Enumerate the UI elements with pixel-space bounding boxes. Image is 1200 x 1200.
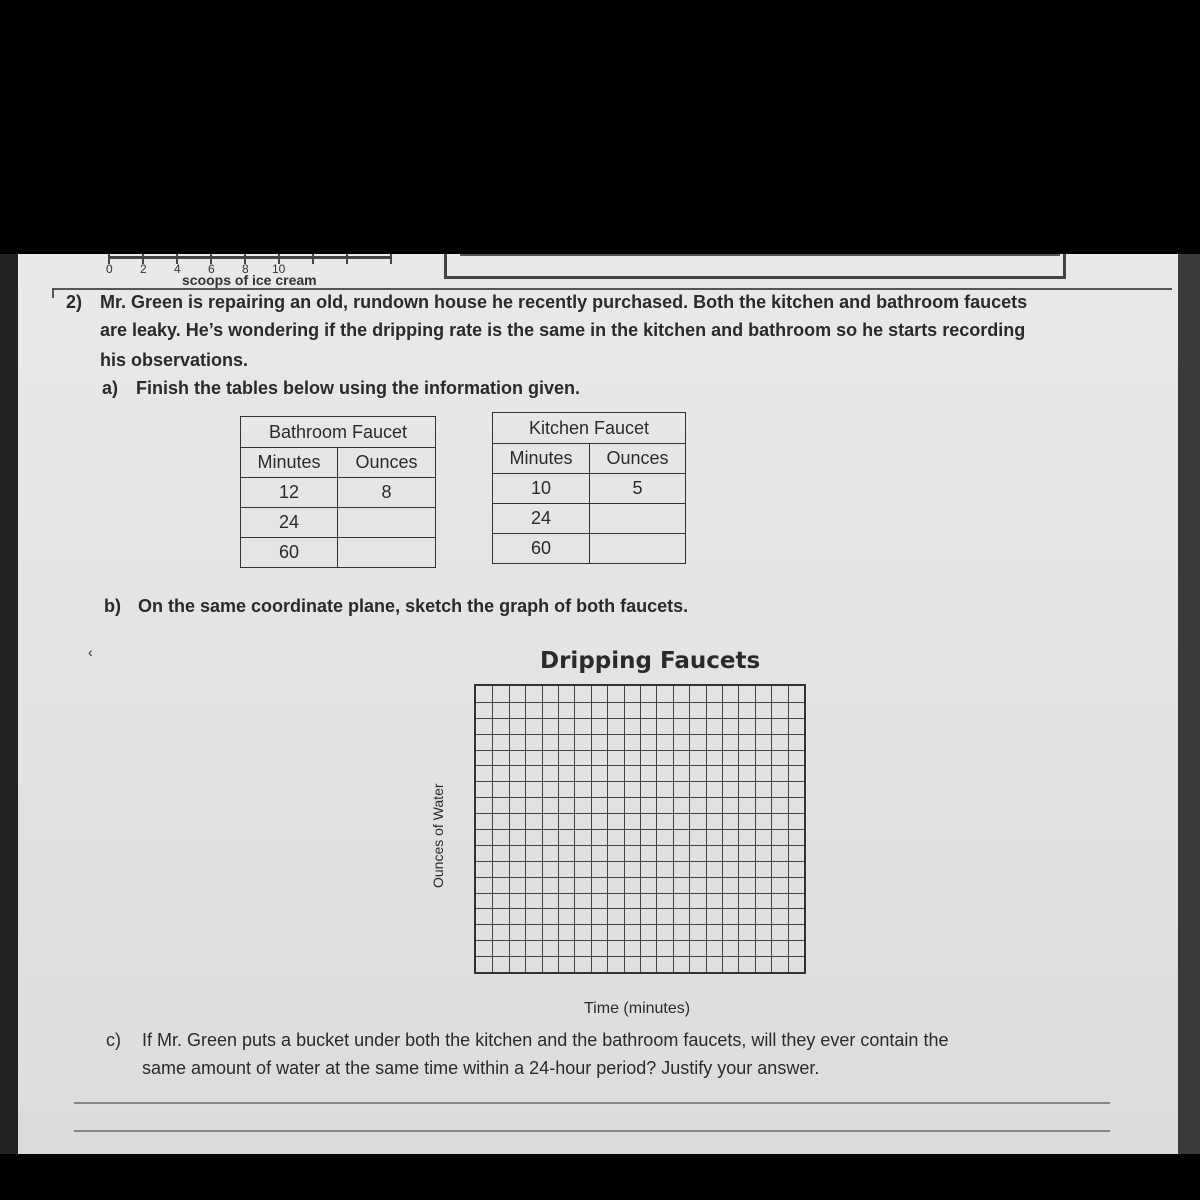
answer-line[interactable] bbox=[74, 1130, 1110, 1132]
grid-line-horizontal bbox=[476, 829, 804, 830]
kitchen-cell-ounces-blank[interactable] bbox=[590, 504, 686, 534]
number-line-number: 6 bbox=[208, 262, 215, 276]
number-line-number: 0 bbox=[106, 262, 113, 276]
kitchen-table-title: Kitchen Faucet bbox=[493, 413, 686, 444]
problem-divider bbox=[52, 288, 1172, 290]
kitchen-cell-minutes: 60 bbox=[493, 534, 590, 564]
grid-line-horizontal bbox=[476, 956, 804, 957]
number-line-remnant bbox=[108, 256, 392, 259]
grid-line-horizontal bbox=[476, 718, 804, 719]
kitchen-cell-ounces: 5 bbox=[590, 474, 686, 504]
kitchen-cell-minutes: 10 bbox=[493, 474, 590, 504]
graph-title: Dripping Faucets bbox=[540, 648, 761, 674]
graph-x-axis-label: Time (minutes) bbox=[584, 1000, 691, 1017]
grid-line-horizontal bbox=[476, 893, 804, 894]
grid-line-horizontal bbox=[476, 861, 804, 862]
bathroom-header-minutes: Minutes bbox=[241, 448, 338, 478]
grid-line-horizontal bbox=[476, 781, 804, 782]
bathroom-faucet-table bbox=[240, 416, 436, 568]
number-line-number: 2 bbox=[140, 262, 147, 276]
grid-line-horizontal bbox=[476, 940, 804, 941]
part-b-label: b) bbox=[104, 596, 121, 616]
grid-line-horizontal bbox=[476, 813, 804, 814]
problem-divider-tick bbox=[52, 288, 54, 298]
grid-line-horizontal bbox=[476, 877, 804, 878]
bathroom-cell-ounces: 8 bbox=[338, 478, 436, 508]
left-frame-edge bbox=[0, 254, 18, 1154]
problem-number: 2) bbox=[66, 292, 83, 312]
problem-intro-line-3: his observations. bbox=[100, 350, 249, 370]
bathroom-cell-ounces-blank[interactable] bbox=[338, 538, 436, 568]
part-a-text: Finish the tables below using the information given. bbox=[136, 378, 581, 398]
part-c-label: c) bbox=[106, 1030, 121, 1050]
grid-line-horizontal bbox=[476, 765, 804, 766]
part-c-line-1: If Mr. Green puts a bucket under both the kitchen and the bathroom faucets, will they ever contain the bbox=[142, 1030, 949, 1050]
number-line-number: 8 bbox=[242, 262, 249, 276]
number-line-tick bbox=[346, 254, 348, 264]
stray-pen-mark: ‹ bbox=[88, 644, 93, 660]
answer-box-remnant bbox=[444, 254, 1066, 279]
right-frame-edge bbox=[1178, 254, 1200, 1154]
bathroom-cell-ounces-blank[interactable] bbox=[338, 508, 436, 538]
kitchen-faucet-table bbox=[492, 412, 686, 564]
number-line-number: 4 bbox=[174, 262, 181, 276]
bathroom-cell-minutes: 60 bbox=[241, 538, 338, 568]
grid-line-horizontal bbox=[476, 702, 804, 703]
coordinate-grid[interactable] bbox=[474, 684, 806, 974]
graph-y-axis-label: Ounces of Water bbox=[430, 783, 446, 888]
part-b-text: On the same coordinate plane, sketch the graph of both faucets. bbox=[138, 596, 689, 616]
problem-intro-line-1: Mr. Green is repairing an old, rundown house he recently purchased. Both the kitchen and bathroom faucets bbox=[100, 292, 1028, 312]
answer-box-inner-line bbox=[460, 254, 1060, 256]
part-a-label: a) bbox=[102, 378, 119, 398]
worksheet-page bbox=[0, 254, 1200, 1154]
kitchen-header-ounces: Ounces bbox=[590, 444, 686, 474]
part-c-line-2: same amount of water at the same time within a 24-hour period? Justify your answer. bbox=[142, 1058, 820, 1078]
grid-line-horizontal bbox=[476, 750, 804, 751]
problem-intro-line-2: are leaky. He’s wondering if the dripping rate is the same in the kitchen and bathroom so he starts recording bbox=[100, 320, 1026, 340]
kitchen-cell-minutes: 24 bbox=[493, 504, 590, 534]
bathroom-table-title: Bathroom Faucet bbox=[241, 417, 436, 448]
answer-line[interactable] bbox=[74, 1102, 1110, 1104]
grid-line-horizontal bbox=[476, 845, 804, 846]
number-line-tick bbox=[390, 254, 392, 264]
number-line-label: scoops of ice cream bbox=[182, 272, 317, 288]
kitchen-cell-ounces-blank[interactable] bbox=[590, 534, 686, 564]
bathroom-header-ounces: Ounces bbox=[338, 448, 436, 478]
grid-line-horizontal bbox=[476, 924, 804, 925]
kitchen-header-minutes: Minutes bbox=[493, 444, 590, 474]
number-line-number: 10 bbox=[272, 262, 286, 276]
number-line-tick bbox=[312, 254, 314, 264]
grid-line-horizontal bbox=[476, 908, 804, 909]
bathroom-cell-minutes: 24 bbox=[241, 508, 338, 538]
bathroom-cell-minutes: 12 bbox=[241, 478, 338, 508]
grid-line-horizontal bbox=[476, 797, 804, 798]
grid-line-horizontal bbox=[476, 734, 804, 735]
